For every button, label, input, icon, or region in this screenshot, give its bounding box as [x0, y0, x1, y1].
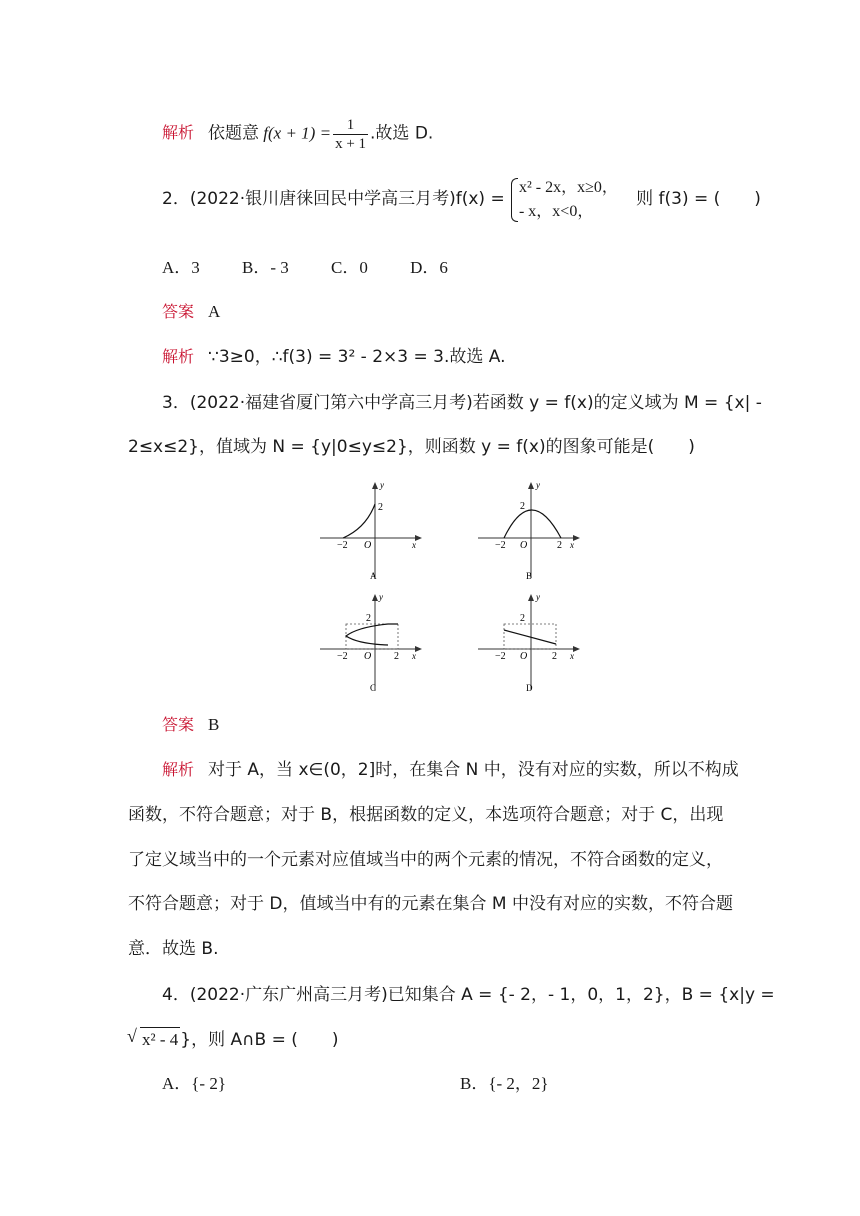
fraction-numerator: 1 [333, 116, 368, 135]
analysis-expr: f(x + 1) = [263, 123, 332, 143]
q2-stem-before: 2．(2022·银川唐徕回民中学高三月考)f(x) = [162, 188, 505, 209]
q3-stem-line-1 [162, 391, 762, 415]
q3-analysis-text-5: 意．故选 B. [128, 939, 219, 959]
origin-label: O [364, 651, 372, 662]
q4-option-a-text: A．{- 2} [162, 1074, 227, 1093]
q2-options [162, 256, 486, 280]
tick-2-x: 2 [394, 651, 399, 662]
q3-analysis-text-2: 函数，不符合题意；对于 B，根据函数的定义，本选项符合题意；对于 C，出现 [128, 805, 724, 825]
q4-option-a [162, 1072, 226, 1096]
tick-neg2: −2 [495, 540, 506, 551]
y-axis-label: y [379, 592, 383, 602]
graph-c-label: C [370, 683, 377, 693]
origin-label: O [364, 540, 372, 551]
y-axis-label: y [380, 480, 384, 490]
q1-analysis-line [162, 116, 433, 153]
graph-a-label: A [370, 571, 377, 581]
x-axis-label: x [412, 651, 416, 661]
tick-neg2: −2 [495, 651, 506, 662]
piecewise-case-1: x² - 2x，x≥0， [518, 179, 618, 196]
q4-stem-line-1 [162, 983, 775, 1007]
analysis-label: 解析 [162, 347, 195, 366]
q4-option-b [460, 1072, 549, 1096]
q4-option-b-text: B．{- 2，2} [460, 1074, 549, 1093]
x-axis-label: x [570, 651, 574, 661]
q2-stem [162, 176, 761, 224]
q3-analysis-text-4: 不符合题意；对于 D，值域当中有的元素在集合 M 中没有对应的实数，不符合题 [128, 894, 733, 914]
q2-option-c: C．0 [331, 258, 368, 277]
tick-2-x: 2 [552, 651, 557, 662]
x-axis-label: x [412, 540, 416, 550]
x-axis-label: x [570, 540, 574, 550]
q4-stem-line-2 [128, 1027, 339, 1052]
origin-label: O [520, 540, 528, 551]
q4-stem-text-2: }，则 A∩B = ( ) [180, 1030, 339, 1050]
q2-option-a: A．3 [162, 258, 200, 277]
analysis-text: 依题意 [208, 123, 260, 144]
q3-analysis-line-2 [128, 803, 723, 827]
tick-2: 2 [520, 613, 525, 624]
graph-b-label: B [526, 571, 533, 581]
q3-answer: B [208, 715, 220, 734]
q3-stem-text-1: 3．(2022·福建省厦门第六中学高三月考)若函数 y = f(x)的定义域为 M = {x| - [162, 393, 762, 413]
q3-analysis-line-5 [128, 937, 218, 961]
q2-analysis-line [162, 345, 506, 369]
tick-2-x: 2 [557, 540, 562, 551]
q3-stem-line-2 [128, 435, 695, 459]
tick-neg2: −2 [337, 540, 348, 551]
q2-option-d: D．6 [410, 258, 448, 277]
q3-analysis-line-4 [128, 892, 733, 916]
origin-label: O [520, 651, 528, 662]
q2-answer-line [162, 300, 220, 324]
graph-d [476, 592, 584, 697]
fraction-denominator: x + 1 [335, 136, 367, 152]
graph-a [318, 480, 426, 585]
piecewise-case-2: - x，x<0， [518, 203, 594, 220]
y-axis-label: y [536, 592, 540, 602]
q4-stem-text-1: 4．(2022·广东广州高三月考)已知集合 A = {- 2，- 1，0，1，2}，B = {x|y = [162, 985, 775, 1005]
tick-2: 2 [366, 613, 371, 624]
answer-label: 答案 [162, 715, 195, 734]
analysis-conclusion: .故选 D. [370, 123, 434, 144]
graph-d-label: D [526, 683, 533, 693]
q2-answer: A [208, 302, 221, 321]
q2-stem-after: 则 f(3) = ( ) [636, 188, 761, 209]
tick-2: 2 [378, 502, 383, 513]
graph-b [476, 480, 584, 585]
answer-label: 答案 [162, 302, 195, 321]
sqrt-expression: √ x² - 4 [140, 1027, 180, 1052]
q3-analysis-line-3 [128, 848, 723, 872]
fraction [333, 116, 368, 153]
y-axis-label: y [536, 480, 540, 490]
tick-neg2: −2 [337, 651, 348, 662]
q2-analysis: ∵3≥0，∴f(3) = 3² - 2×3 = 3.故选 A. [208, 347, 506, 367]
q3-analysis-text-3: 了定义域当中的一个元素对应值域当中的两个元素的情况，不符合函数的定义， [128, 850, 723, 870]
tick-2: 2 [520, 501, 525, 512]
analysis-label: 解析 [162, 760, 195, 779]
q3-analysis-line-1 [162, 758, 739, 782]
q3-answer-line [162, 713, 219, 737]
q3-analysis-text-1: 对于 A，当 x∈(0，2]时，在集合 N 中，没有对应的实数，所以不构成 [208, 760, 739, 780]
analysis-label: 解析 [162, 123, 195, 143]
piecewise-brace [509, 176, 618, 224]
q3-stem-text-2: 2≤x≤2}，值域为 N = {y|0≤y≤2}，则函数 y = f(x)的图象可能是( ) [128, 437, 695, 457]
graph-c [318, 592, 426, 697]
q2-option-b: B．- 3 [242, 258, 289, 277]
